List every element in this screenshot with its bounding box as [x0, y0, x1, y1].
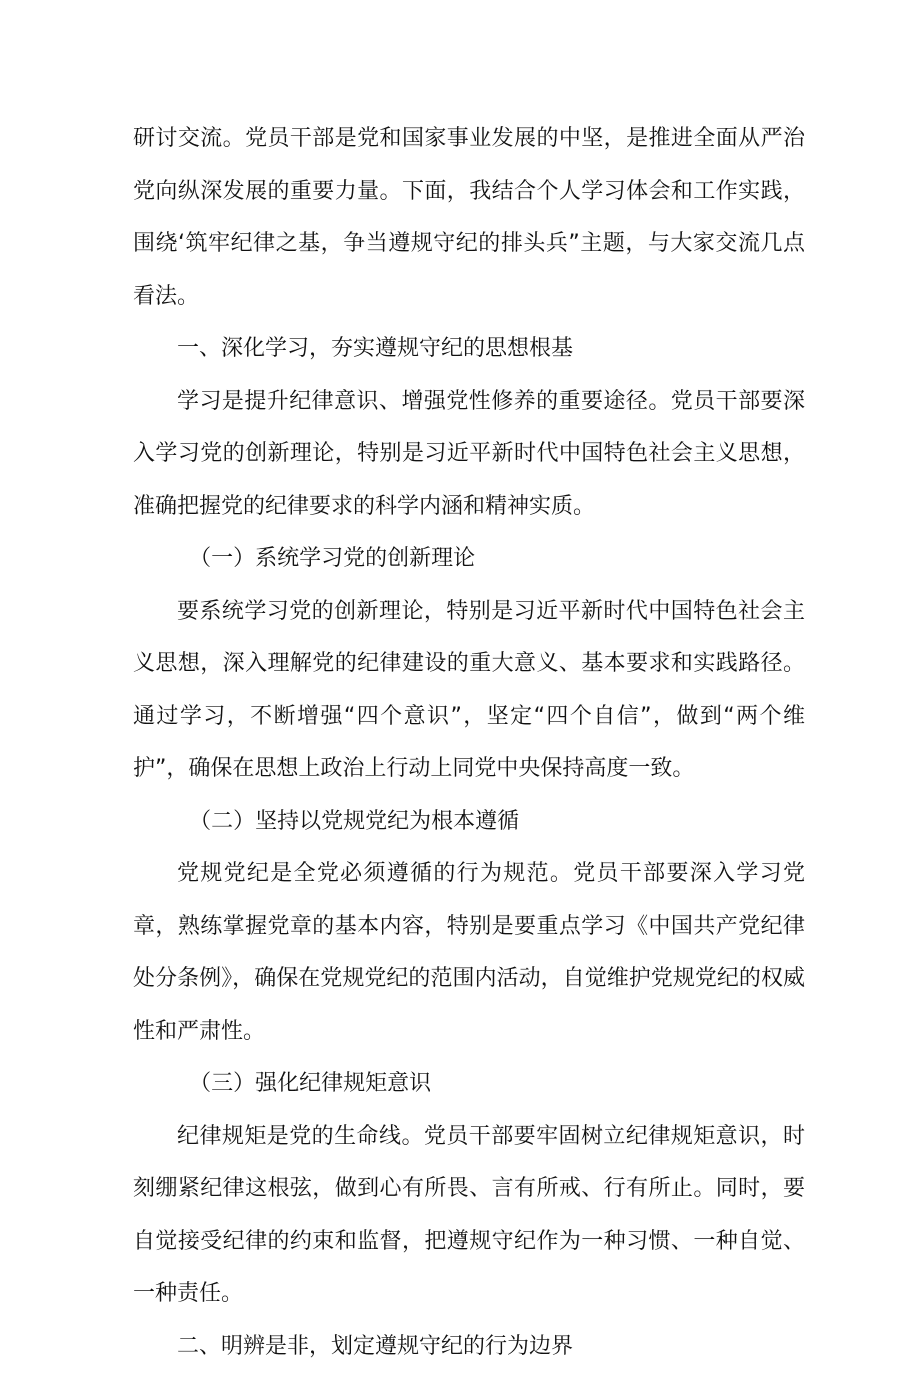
subheading-3: （三）强化纪律规矩意识 — [133, 1058, 805, 1111]
body-paragraph-4: 纪律规矩是党的生命线。党员干部要牢固树立纪律规矩意识，时刻绷紧纪律这根弦，做到心有所畏、言有所戒、行有所止。同时，要自觉接受纪律的约束和监督，把遵规守纪作为一种习惯、一种自觉、一种责任。 — [133, 1111, 805, 1321]
subheading-2: （二）坚持以党规党纪为根本遵循 — [133, 796, 805, 849]
section-heading-1: 一、深化学习，夯实遵规守纪的思想根基 — [133, 323, 805, 376]
body-paragraph-2: 要系统学习党的创新理论，特别是习近平新时代中国特色社会主义思想，深入理解党的纪律建设的重大意义、基本要求和实践路径。通过学习，不断增强“四个意识”，坚定“四个自信”，做到“两个维护”，确保在思想上政治上行动上同党中央保持高度一致。 — [133, 586, 805, 796]
subheading-1: （一）系统学习党的创新理论 — [133, 533, 805, 586]
body-paragraph-1: 学习是提升纪律意识、增强党性修养的重要途径。党员干部要深入学习党的创新理论，特别是习近平新时代中国特色社会主义思想，准确把握党的纪律要求的科学内涵和精神实质。 — [133, 376, 805, 534]
section-heading-2: 二、明辨是非，划定遵规守纪的行为边界 — [133, 1321, 805, 1373]
document-body — [133, 113, 805, 1373]
intro-paragraph: 研讨交流。党员干部是党和国家事业发展的中坚，是推进全面从严治党向纵深发展的重要力量。下面，我结合个人学习体会和工作实践，围绕‘筑牢纪律之基，争当遵规守纪的排头兵”主题，与大家交流几点看法。 — [133, 113, 805, 323]
body-paragraph-3: 党规党纪是全党必须遵循的行为规范。党员干部要深入学习党章，熟练掌握党章的基本内容，特别是要重点学习《中国共产党纪律处分条例》，确保在党规党纪的范围内活动，自觉维护党规党纪的权威性和严肃性。 — [133, 848, 805, 1058]
